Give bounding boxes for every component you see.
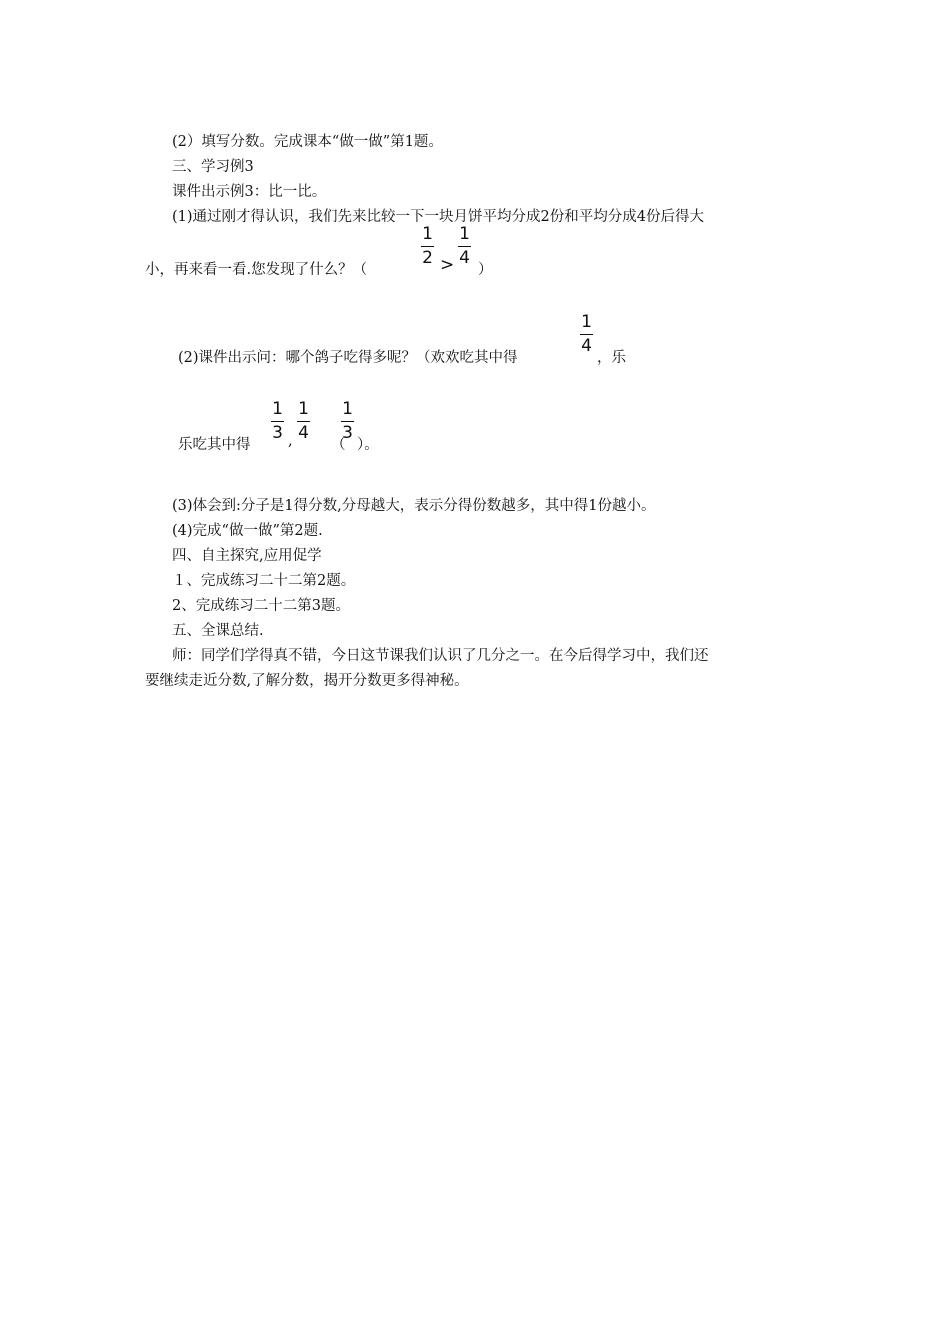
- exercise-one-line: １、完成练习二十二第2题。: [172, 573, 356, 589]
- answer-close: ）。: [357, 437, 379, 453]
- lele-start: ，乐: [597, 350, 626, 366]
- example-three-line: 课件出示例3：比一比。: [172, 184, 327, 200]
- section-five-heading: 五、全课总结.: [172, 623, 264, 639]
- comma: ,: [288, 433, 293, 449]
- section-three-heading: 三、学习例3: [172, 159, 254, 175]
- fraction-lele: 1 3: [272, 399, 283, 443]
- teacher-summary-continued: 要继续走近分数,了解分数，揭开分数更多得神秘。: [145, 673, 469, 689]
- lele-line: 乐吃其中得: [178, 437, 251, 453]
- compare-intro-line: (1)通过刚才得认识，我们先来比较一下一块月饼平均分成2份和平均分成4份后得大: [172, 209, 704, 225]
- discover-question-line: 小，再来看一看.您发现了什么？（: [145, 262, 368, 278]
- closing-paren: ）: [478, 262, 493, 278]
- open-paren: （: [331, 437, 346, 453]
- section-four-heading: 四、自主探究,应用促学: [172, 548, 322, 564]
- fraction-answer: 1 3: [342, 399, 353, 443]
- fraction-one-half: 1 2: [422, 224, 433, 268]
- teacher-summary-line: 师：同学们学得真不错，今日这节课我们认识了几分之一。在今后得学习中，我们还: [172, 648, 709, 664]
- fraction-huanhuan: 1 4: [581, 312, 592, 356]
- fill-fraction-line: (2）填写分数。完成课本“做一做”第1题。: [172, 134, 443, 150]
- exercise-two-line: 2、完成练习二十二第3题。: [172, 598, 350, 614]
- conclusion-line: (3)体会到:分子是1得分数,分母越大，表示分得份数越多，其中得1份越小。: [172, 498, 656, 514]
- greater-than-symbol: >: [440, 255, 455, 275]
- pigeon-question-line: (2)课件出示问：哪个鸽子吃得多呢？（欢欢吃其中得: [178, 350, 518, 366]
- practice-two-line: (4)完成“做一做”第2题.: [172, 523, 323, 539]
- fraction-one-quarter: 1 4: [459, 224, 470, 268]
- fraction-compare: 1 4: [298, 399, 309, 443]
